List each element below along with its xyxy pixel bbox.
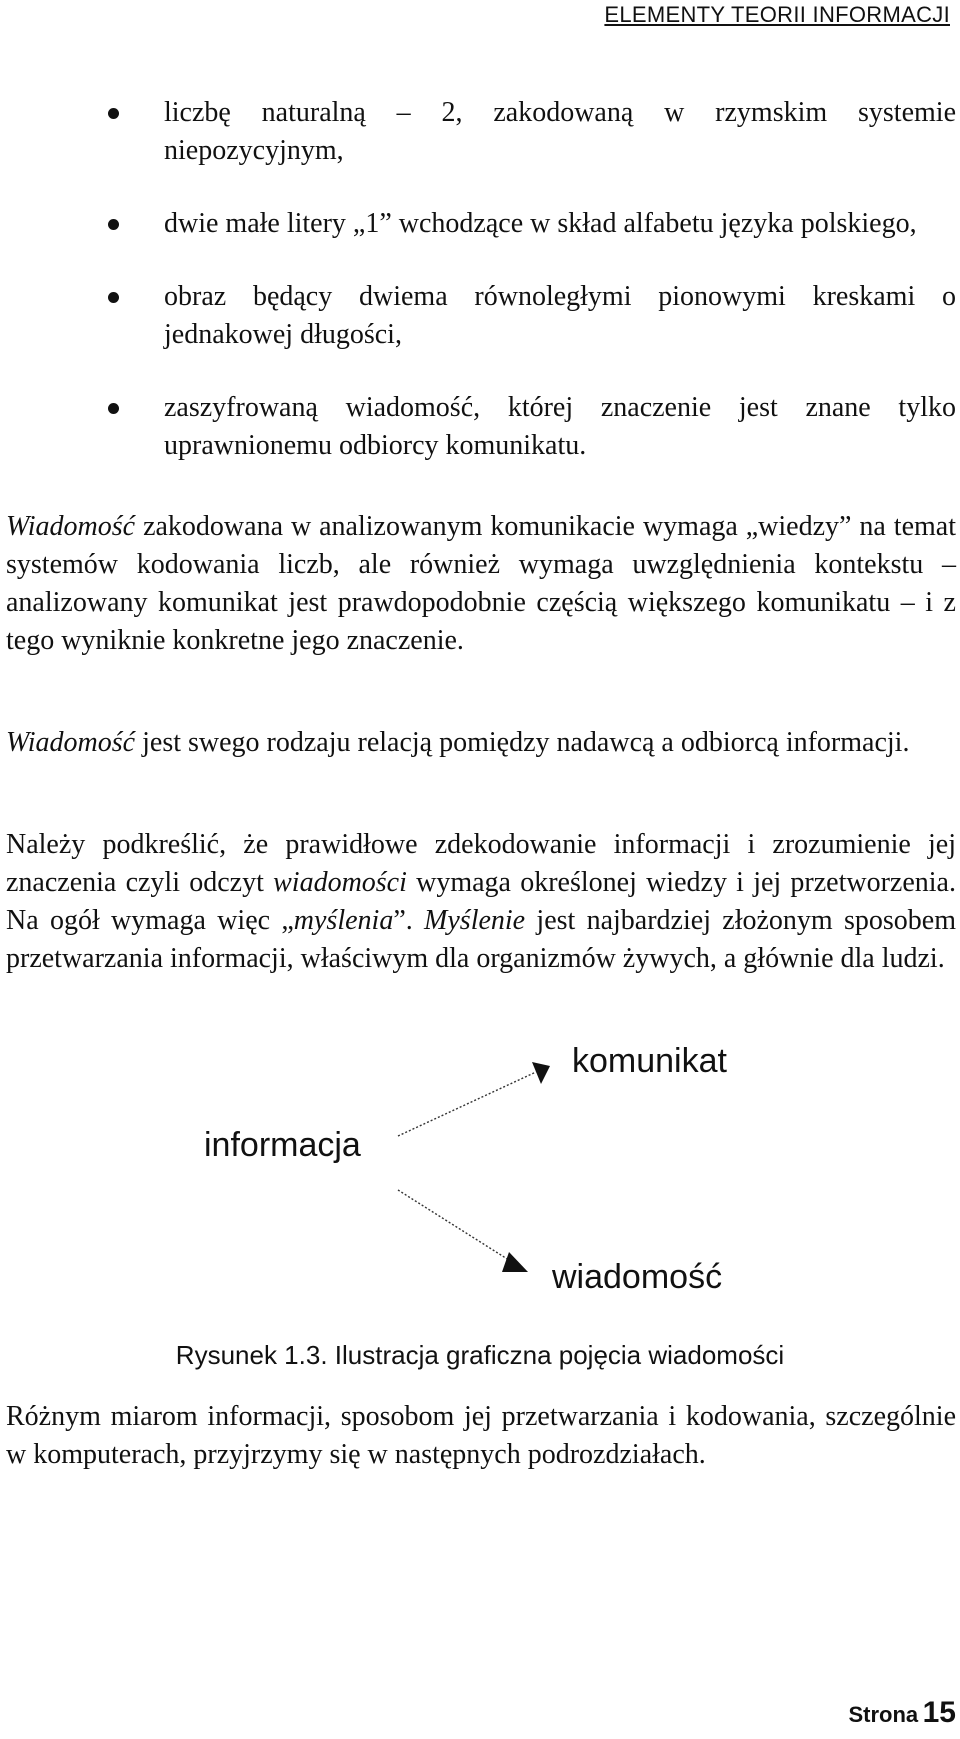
paragraph-thinking: [6, 826, 956, 978]
arrow-head-up: [532, 1062, 550, 1084]
bullet-icon: [108, 403, 119, 414]
list-item: [0, 389, 960, 465]
paragraph-context: [6, 508, 956, 660]
italic-term: Wiadomość: [6, 511, 136, 542]
list-item: [0, 278, 960, 354]
bullet-icon: [108, 108, 119, 119]
bullet-icon: [108, 219, 119, 230]
italic-term: Myślenie: [424, 905, 526, 936]
figure-caption: Rysunek 1.3. Ilustracja graficzna pojęcia wiadomości: [175, 1340, 785, 1370]
running-header: ELEMENTY TEORII INFORMACJI: [604, 2, 950, 27]
paragraph-text: ”.: [393, 905, 425, 936]
italic-term: Wiadomość: [6, 727, 136, 758]
list-item: [0, 205, 960, 243]
italic-term: wiadomości: [273, 867, 407, 898]
arrow-line-down: [398, 1190, 512, 1262]
list-item-text: liczbę naturalną – 2, zakodowaną w rzymskim systemie niepozycyjnym,: [164, 97, 956, 166]
page-word: Strona: [848, 1702, 919, 1727]
paragraph-text: jest swego rodzaju relacją pomiędzy nadawcą a odbiorcą informacji.: [135, 727, 910, 758]
figure-diagram: [0, 1040, 960, 1300]
italic-term: myślenia: [293, 905, 394, 936]
list-item-text: dwie małe litery „1” wchodzące w skład alfabetu języka polskiego,: [164, 208, 917, 239]
page-number: 15: [922, 1696, 956, 1729]
diagram-arrows: [0, 1040, 960, 1300]
paragraph-text: wymaga określonej wiedzy i jej przetworzenia. Na ogół wymaga więc „: [6, 867, 956, 936]
paragraph-text: jest najbardziej złożonym sposobem przetwarzania informacji, właściwym dla organizmów żywych, a głównie dla ludzi.: [6, 905, 956, 974]
page-footer: [848, 1696, 956, 1730]
arrow-head-down: [502, 1252, 528, 1272]
arrow-line-up: [398, 1072, 536, 1136]
paragraph-closing: Różnym miarom informacji, sposobom jej przetwarzania i kodowania, szczególnie w komputerach, przyjrzymy się w następnych podrozdziałach.: [6, 1401, 956, 1470]
list-item-text: obraz będący dwiema równoległymi pionowymi kreskami o jednakowej długości,: [164, 281, 956, 350]
bullet-icon: [108, 292, 119, 303]
paragraph-text: Należy podkreślić, że prawidłowe zdekodowanie informacji i zrozumienie jej znaczenia czyli odczyt: [6, 829, 956, 898]
list-item-text: zaszyfrowaną wiadomość, której znaczenie jest znane tylko uprawnionemu odbiorcy komunikatu.: [164, 392, 956, 461]
bullet-list: [0, 94, 960, 500]
paragraph-relation: [6, 724, 956, 762]
label-komunikat: komunikat: [572, 1042, 727, 1080]
label-wiadomosc: wiadomość: [552, 1258, 723, 1296]
paragraph-text: zakodowana w analizowanym komunikacie wymaga „wiedzy” na temat systemów kodowania liczb, ale również wymaga uwzględnienia kontekstu – analizowany komunikat jest prawdopodobnie częścią większego komunikatu – i z tego wyniknie konkretne jego znaczenie.: [6, 511, 956, 656]
label-informacja: informacja: [204, 1126, 361, 1164]
list-item: [0, 94, 960, 170]
